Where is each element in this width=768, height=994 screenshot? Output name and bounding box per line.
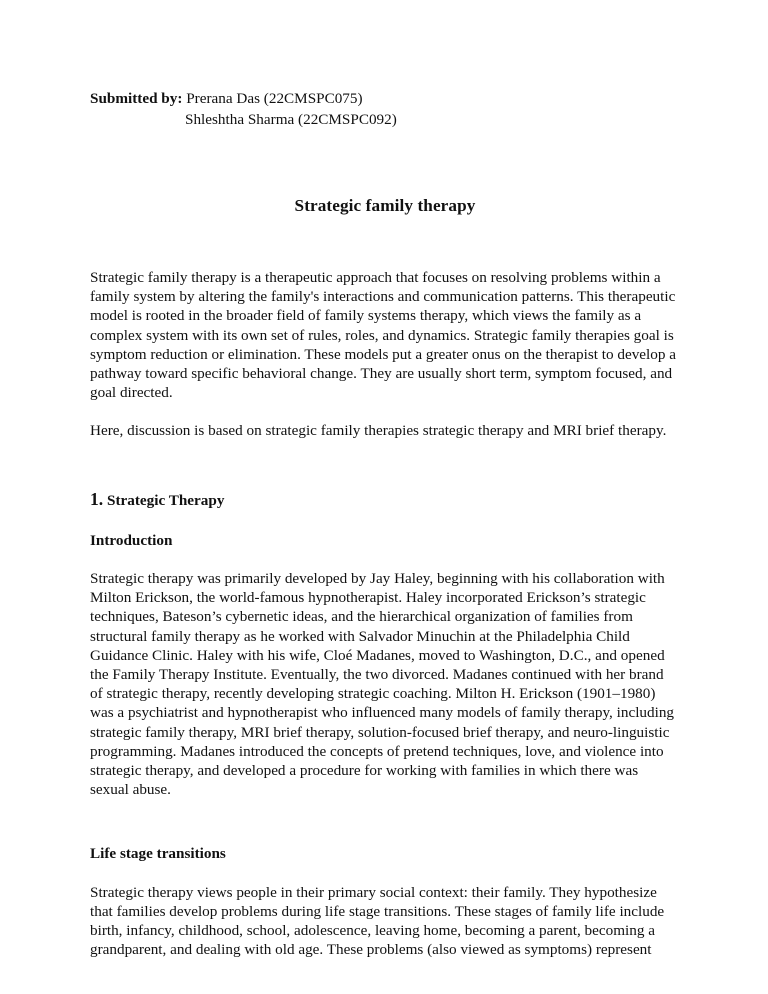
subheading-life-stage-transitions: Life stage transitions: [90, 845, 226, 863]
life-stage-body-paragraph: Strategic therapy views people in their primary social context: their family. They hypothesize that families develop problems during life stage transitions. These stages of family life include birth, infancy, childhood, school, adolescence, leaving home, becoming a parent, becoming a grandparent, and dealing with old age. These problems (also viewed as symptoms) represent: [90, 883, 665, 959]
section-heading-text: Strategic Therapy: [107, 491, 225, 509]
author-name-2: Shleshtha Sharma (22CMSPC092): [185, 111, 397, 128]
author-name-1: Prerana Das (22CMSPC075): [186, 90, 363, 107]
submitted-by-label: Submitted by:: [90, 90, 183, 107]
subheading-introduction: Introduction: [90, 531, 173, 549]
scope-paragraph: Here, discussion is based on strategic family therapies strategic therapy and MRI brief therapy.: [90, 422, 667, 440]
submitted-by-block: [90, 88, 680, 130]
intro-paragraph: Strategic family therapy is a therapeutic approach that focuses on resolving problems within a family system by altering the family's interactions and communication patterns. This therapeutic model is rooted in the broader field of family systems therapy, which views the family as a complex system with its own set of rules, roles, and dynamics. Strategic family therapies goal is symptom reduction or elimination. These models put a greater onus on the therapist to develop a pathway toward specific behavioral change. They are usually short term, symptom focused, and goal directed.: [90, 269, 676, 402]
submitted-by-line-1: [90, 88, 680, 109]
introduction-body-paragraph: Strategic therapy was primarily developed by Jay Haley, beginning with his collaboration with Milton Erickson, the world-famous hypnotherapist. Haley incorporated Erickson’s strategic techniques, Bateson’s cybernetic ideas, and the hierarchical organization of families from structural family therapy as he worked with Salvador Minuchin at the Philadelphia Child Guidance Clinic. Haley with his wife, Cloé Madanes, moved to Washington, D.C., and opened the Family Therapy Institute. Eventually, the two divorced. Madanes continued with her brand of strategic therapy, recently developing strategic coaching. Milton H. Erickson (1901–1980) was a psychiatrist and hypnotherapist who influenced many models of family therapy, including strategic family therapy, MRI brief therapy, solution-focused brief therapy, and neuro-linguistic programming. Madanes introduced the concepts of pretend techniques, love, and violence into strategic therapy, and developed a procedure for working with families in which there was sexual abuse.: [90, 570, 675, 799]
section-number: 1.: [90, 488, 104, 509]
section-heading-1: [90, 441, 680, 510]
page-title: Strategic family therapy: [294, 196, 476, 215]
submitted-by-line-2: [90, 109, 680, 130]
